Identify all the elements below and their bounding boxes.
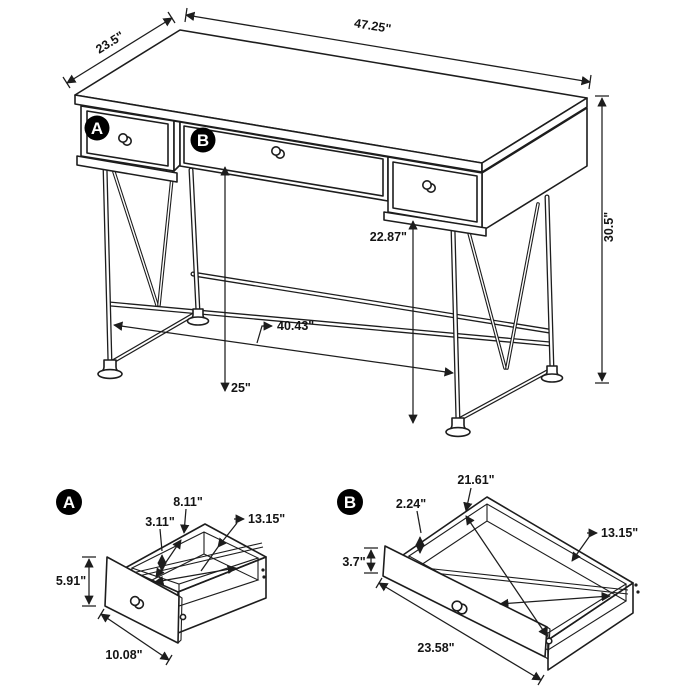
drawer-a-width-label: 10.08" [105,648,143,662]
left-box-partition [174,121,180,171]
drawer-a-detail-box [105,524,266,643]
floor-to-case-dimension-label: 22.87" [369,230,407,244]
drawer-a-detail-badge-label: A [62,493,76,512]
drawer-b-detail-badge [337,489,363,515]
right-front-foot [446,418,470,436]
drawer-b-depth-line [500,596,610,604]
desk-body [75,30,587,236]
drawer-b-badge [191,128,216,153]
height-dimension-label: 30.5" [602,211,616,243]
drawer-b-front-face [383,546,547,657]
drawer-a-badge [85,116,110,141]
depth-dimension-label: 23.5" [93,28,127,57]
drawer-b-badge-label: B [196,131,210,150]
drawer-a-depth-label: 13.15" [248,512,286,526]
drawer-b-height-label: 3.7" [342,555,366,569]
drawer-a-interior-height-label: 3.11" [145,515,175,529]
drawer-a-right-wall [178,557,266,633]
drawer-b-detail-view [337,473,640,685]
drawer-a-depth-line [155,568,236,582]
drawer-a-detail-view [56,489,285,665]
drawer-a-center-rail [128,543,262,574]
drawer-b-interior-height-label: 2.24" [395,497,427,511]
drawer-b-interior-width-label: 21.61" [457,473,495,487]
knee-clearance-dimension-label: 25" [231,381,251,395]
drawer-b-width-label: 23.58" [417,641,455,655]
drawer-a-detail-badge [56,489,82,515]
drawer-b-detail-badge-label: B [343,493,357,512]
desk-isometric-view [63,8,616,436]
drawer-a-badge-label: A [90,119,104,138]
width-dimension-label: 47.25" [353,16,393,36]
drawer-a-height-label: 5.91" [55,574,87,588]
drawer-b-depth-label: 13.15" [601,526,639,540]
drawer-b-right-wall [548,583,633,670]
drawer-a-interior-width-label: 8.11" [173,495,203,509]
leg-spacing-dimension-label: 40.43" [277,319,315,333]
left-front-foot [98,360,122,378]
